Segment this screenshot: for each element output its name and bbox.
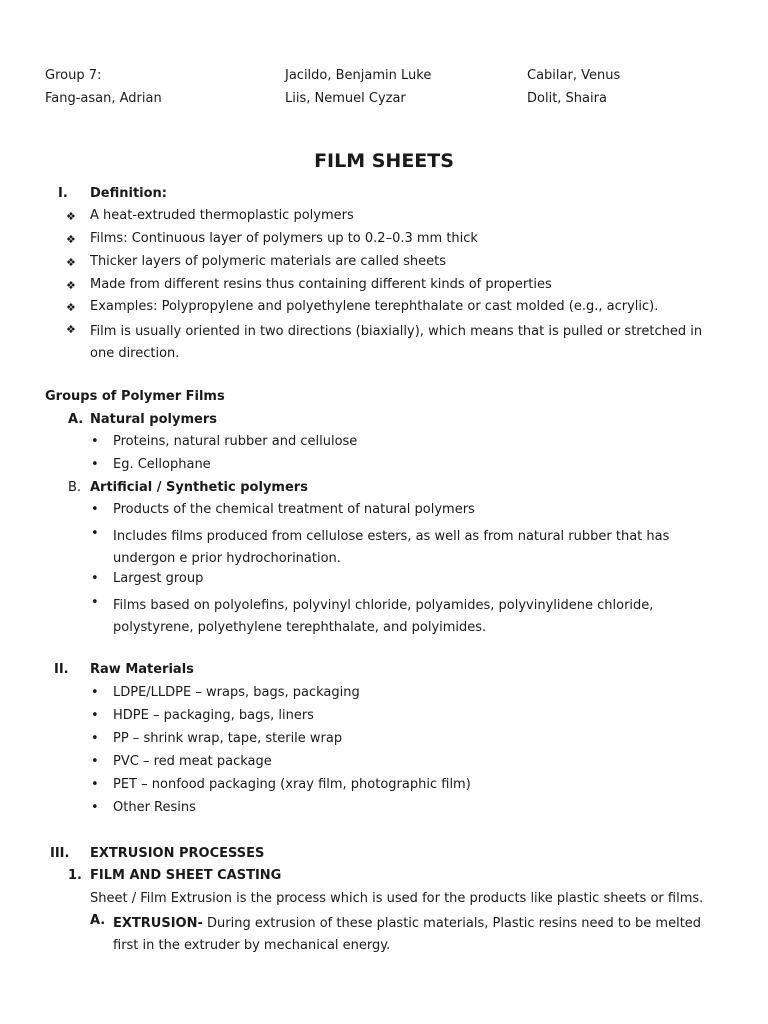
bullet-icon: • [91,731,99,746]
bullet-icon: • [91,777,99,792]
bullet-icon: • [91,800,99,815]
bullet-icon: • [91,754,99,769]
list-item: PVC – red meat package [113,754,272,769]
section-heading: EXTRUSION PROCESSES [90,846,265,861]
header-member: Cabilar, Venus [527,68,621,83]
bullet-icon: • [91,685,99,700]
header-group: Group 7: [45,68,102,83]
list-item: Eg. Cellophane [113,457,211,472]
subsection-heading: FILM AND SHEET CASTING [90,868,282,883]
diamond-bullet-icon: ❖ [66,279,76,292]
list-item: Films based on polyolefins, polyvinyl chloride, polyamides, polyvinylidene chloride, polystyrene, polyethylene terephthalate, and polyimides. [113,598,654,635]
diamond-bullet-icon: ❖ [66,301,76,314]
section-number: II. [54,662,69,677]
bullet-icon: • [91,526,99,541]
list-item: Other Resins [113,800,196,815]
paragraph: Sheet / Film Extrusion is the process which is used for the products like plastic sheets or films. [90,891,704,906]
list-item: Largest group [113,571,204,586]
list-item: Products of the chemical treatment of natural polymers [113,502,475,517]
list-item: A heat-extruded thermoplastic polymers [90,208,354,223]
list-item: HDPE – packaging, bags, liners [113,708,314,723]
group-letter: A. [68,412,84,427]
page-title: FILM SHEETS [314,150,454,172]
header-member: Fang-asan, Adrian [45,91,162,106]
header-member: Liis, Nemuel Cyzar [285,91,406,106]
list-item: Examples: Polypropylene and polyethylene terephthalate or cast molded (e.g., acrylic). [90,299,659,314]
list-item: LDPE/LLDPE – wraps, bags, packaging [113,685,360,700]
diamond-bullet-icon: ❖ [66,323,76,336]
subsection-number: 1. [68,868,82,883]
bullet-icon: • [91,434,99,449]
term-text: During extrusion of these plastic materials, Plastic resins need to be melted first in the extruder by mechanical energy. [113,916,702,953]
section-number: I. [58,186,68,201]
term-label: EXTRUSION- [113,916,203,931]
list-item: PP – shrink wrap, tape, sterile wrap [113,731,343,746]
section-number: III. [50,846,70,861]
list-item: Includes films produced from cellulose esters, as well as from natural rubber that has undergon e prior hydrochorination. [113,529,670,566]
list-item: Thicker layers of polymeric materials are called sheets [90,254,446,269]
paragraph [113,913,723,957]
bullet-icon: • [91,571,99,586]
header-member: Dolit, Shaira [527,91,607,106]
bullet-icon: • [91,708,99,723]
item-letter: A. [90,913,106,928]
group-label: Artificial / Synthetic polymers [90,480,308,495]
diamond-bullet-icon: ❖ [66,233,76,246]
group-label: Natural polymers [90,412,217,427]
bullet-icon: • [91,595,99,610]
section-heading: Definition: [90,186,168,201]
header-member: Jacildo, Benjamin Luke [285,68,432,83]
bullet-icon: • [91,502,99,517]
list-item: Proteins, natural rubber and cellulose [113,434,358,449]
list-item: Made from different resins thus containing different kinds of properties [90,277,552,292]
bullet-icon: • [91,457,99,472]
list-item: Film is usually oriented in two directions (biaxially), which means that is pulled or stretched in one direction. [90,324,703,361]
group-letter: B. [68,480,82,495]
list-item: Films: Continuous layer of polymers up to 0.2–0.3 mm thick [90,231,478,246]
subsection-heading: Groups of Polymer Films [45,389,225,404]
diamond-bullet-icon: ❖ [66,256,76,269]
list-item: PET – nonfood packaging (xray film, photographic film) [113,777,471,792]
diamond-bullet-icon: ❖ [66,210,76,223]
section-heading: Raw Materials [90,662,194,677]
